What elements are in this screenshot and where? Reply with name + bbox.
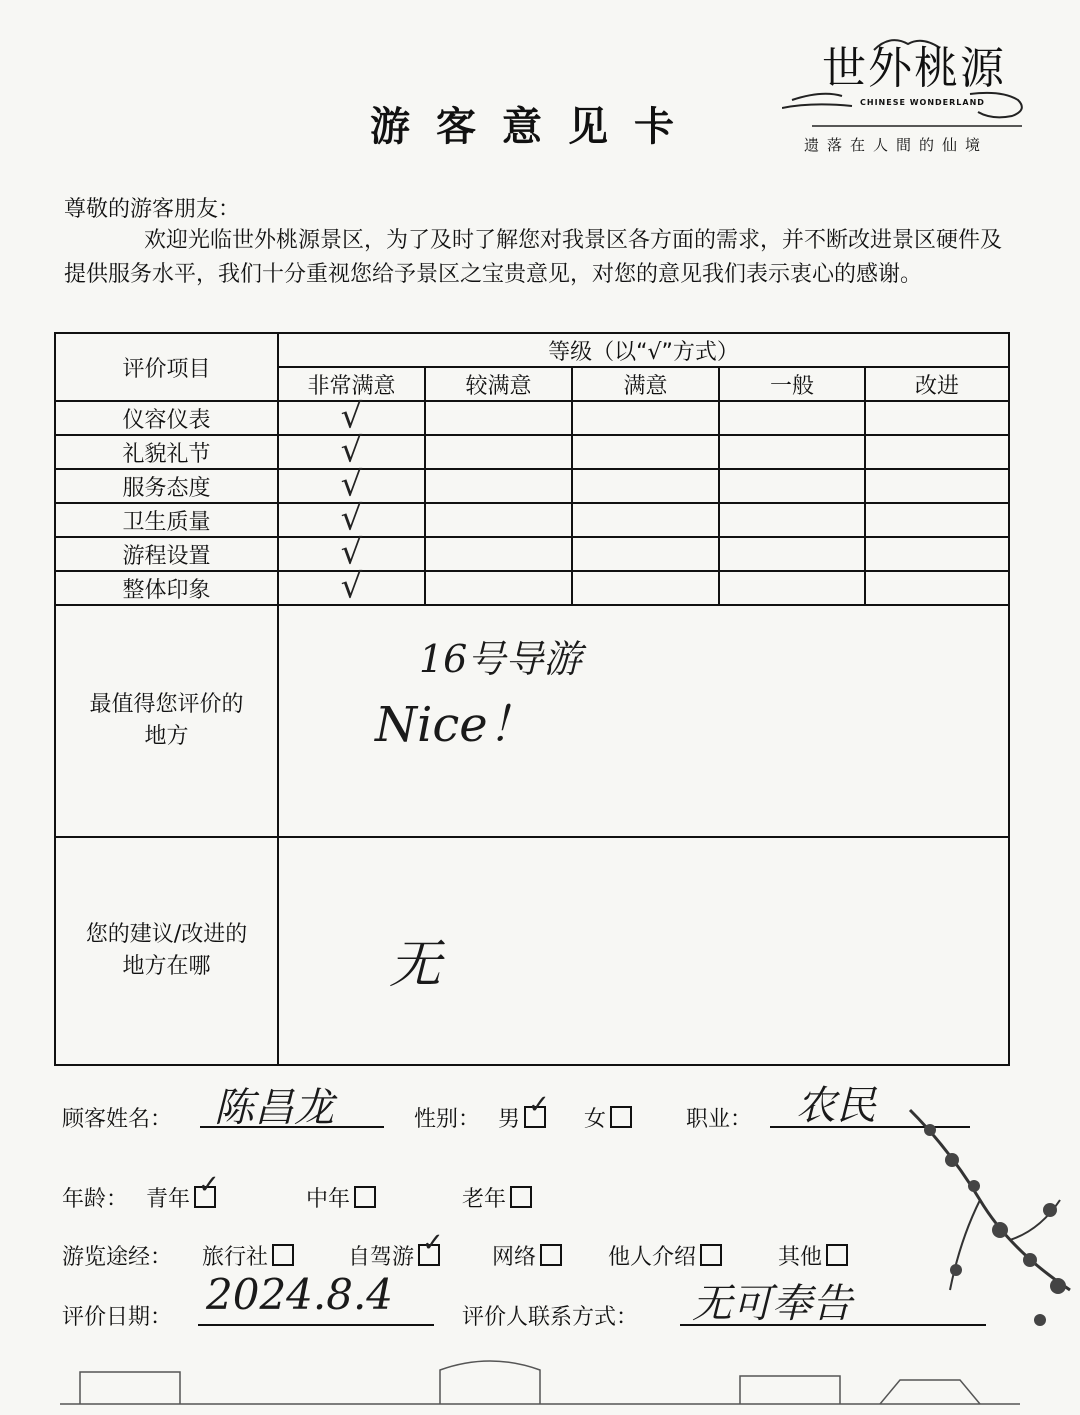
table-row: [55, 469, 1009, 503]
logo-text: 世外桃源: [822, 43, 1006, 94]
scenery-illustration: [60, 1352, 1020, 1408]
channel-self-drive[interactable]: 自驾游✓: [348, 1240, 440, 1271]
channel-referral[interactable]: 他人介绍: [608, 1240, 722, 1271]
table-row: [55, 435, 1009, 469]
table-row: [55, 537, 1009, 571]
table-row: [55, 503, 1009, 537]
row-label: 服务态度: [55, 469, 278, 503]
gender-male-label: 男: [498, 1107, 521, 1132]
checkbox-online[interactable]: [540, 1244, 562, 1266]
rating-table: [54, 332, 1010, 1066]
suggestion-label: 您的建议/改进的 地方在哪: [55, 837, 278, 1065]
checkbox-young[interactable]: [194, 1186, 216, 1208]
table-row: [55, 401, 1009, 435]
row-label: 卫生质量: [55, 503, 278, 537]
date-field[interactable]: [198, 1270, 434, 1326]
age-young-option[interactable]: 青年✓: [146, 1182, 216, 1213]
row-label: 游程设置: [55, 537, 278, 571]
checkbox-male[interactable]: [524, 1106, 546, 1128]
name-label: 顾客姓名：: [62, 1107, 173, 1132]
channel-other[interactable]: 其他: [778, 1240, 848, 1271]
suggestion-answer[interactable]: [278, 837, 1009, 1065]
channel-label: 游览途经：: [62, 1245, 173, 1270]
grade-fairly-satisfied: 较满意: [425, 367, 572, 401]
grade-very-satisfied: 非常满意: [278, 367, 425, 401]
gender-female-label: 女: [584, 1107, 607, 1132]
table-row: [55, 571, 1009, 605]
checkbox-other[interactable]: [826, 1244, 848, 1266]
grade-improve: 改进: [865, 367, 1009, 401]
check-mark-icon: √: [340, 566, 363, 607]
gender-male-option[interactable]: [498, 1102, 546, 1133]
contact-value: 无可奉告: [692, 1281, 852, 1327]
best-answer-line1: 16号导游: [419, 637, 582, 681]
grade-average: 一般: [719, 367, 865, 401]
intro-paragraph: 欢迎光临世外桃源景区，为了及时了解您对我景区各方面的需求，并不断改进景区硬件及提供服务水平，我们十分重视您给予景区之宝贵意见，对您的意见我们表示衷心的感谢。: [64, 228, 1003, 287]
check-mark-icon: √: [340, 532, 363, 573]
gender-female-option[interactable]: [584, 1102, 632, 1133]
grade-satisfied: 满意: [572, 367, 719, 401]
card-title: 游客意见卡: [370, 104, 700, 150]
logo-tagline: 遗落在人間的仙境: [804, 136, 989, 154]
job-value: 农民: [796, 1083, 876, 1129]
item-header: 评价项目: [55, 333, 278, 401]
brand-logo: [782, 30, 1042, 160]
channel-online[interactable]: 网络: [492, 1240, 562, 1271]
name-field[interactable]: [200, 1085, 384, 1131]
date-value: 2024.8.4: [206, 1270, 394, 1319]
channel-travel-agency[interactable]: 旅行社: [202, 1240, 294, 1271]
check-mark-icon: √: [340, 498, 363, 539]
job-label: 职业：: [686, 1107, 753, 1132]
name-value: 陈昌龙: [214, 1085, 334, 1131]
gender-label: 性别：: [414, 1107, 481, 1132]
checkbox-self-drive[interactable]: [418, 1244, 440, 1266]
checkbox-middle[interactable]: [354, 1186, 376, 1208]
checkbox-female[interactable]: [610, 1106, 632, 1128]
blossom-illustration: [890, 1090, 1080, 1350]
check-mark-icon: √: [340, 396, 363, 437]
age-old-option[interactable]: 老年: [462, 1182, 532, 1213]
date-label: 评价日期：: [62, 1305, 173, 1330]
suggestion-value: 无: [389, 935, 442, 995]
check-cell[interactable]: [278, 566, 425, 607]
checkbox-old[interactable]: [510, 1186, 532, 1208]
check-mark-icon: √: [340, 464, 363, 505]
checkbox-referral[interactable]: [700, 1244, 722, 1266]
best-place-answer[interactable]: [278, 605, 1009, 837]
age-label: 年龄：: [62, 1187, 129, 1212]
grade-header: 等级（以“√”方式）: [278, 333, 1009, 367]
checkbox-travel-agency[interactable]: [272, 1244, 294, 1266]
logo-english: CHINESE WONDERLAND: [860, 98, 985, 107]
contact-label: 评价人联系方式：: [462, 1305, 639, 1330]
check-mark-icon: √: [340, 430, 363, 471]
row-label: 整体印象: [55, 571, 278, 605]
row-label: 礼貌礼节: [55, 435, 278, 469]
age-middle-option[interactable]: 中年: [306, 1182, 376, 1213]
best-answer-line2: Nice！: [375, 697, 536, 753]
row-label: 仪容仪表: [55, 401, 278, 435]
greeting: 尊敬的游客朋友：: [64, 197, 241, 222]
best-place-label: 最值得您评价的 地方: [55, 605, 278, 837]
